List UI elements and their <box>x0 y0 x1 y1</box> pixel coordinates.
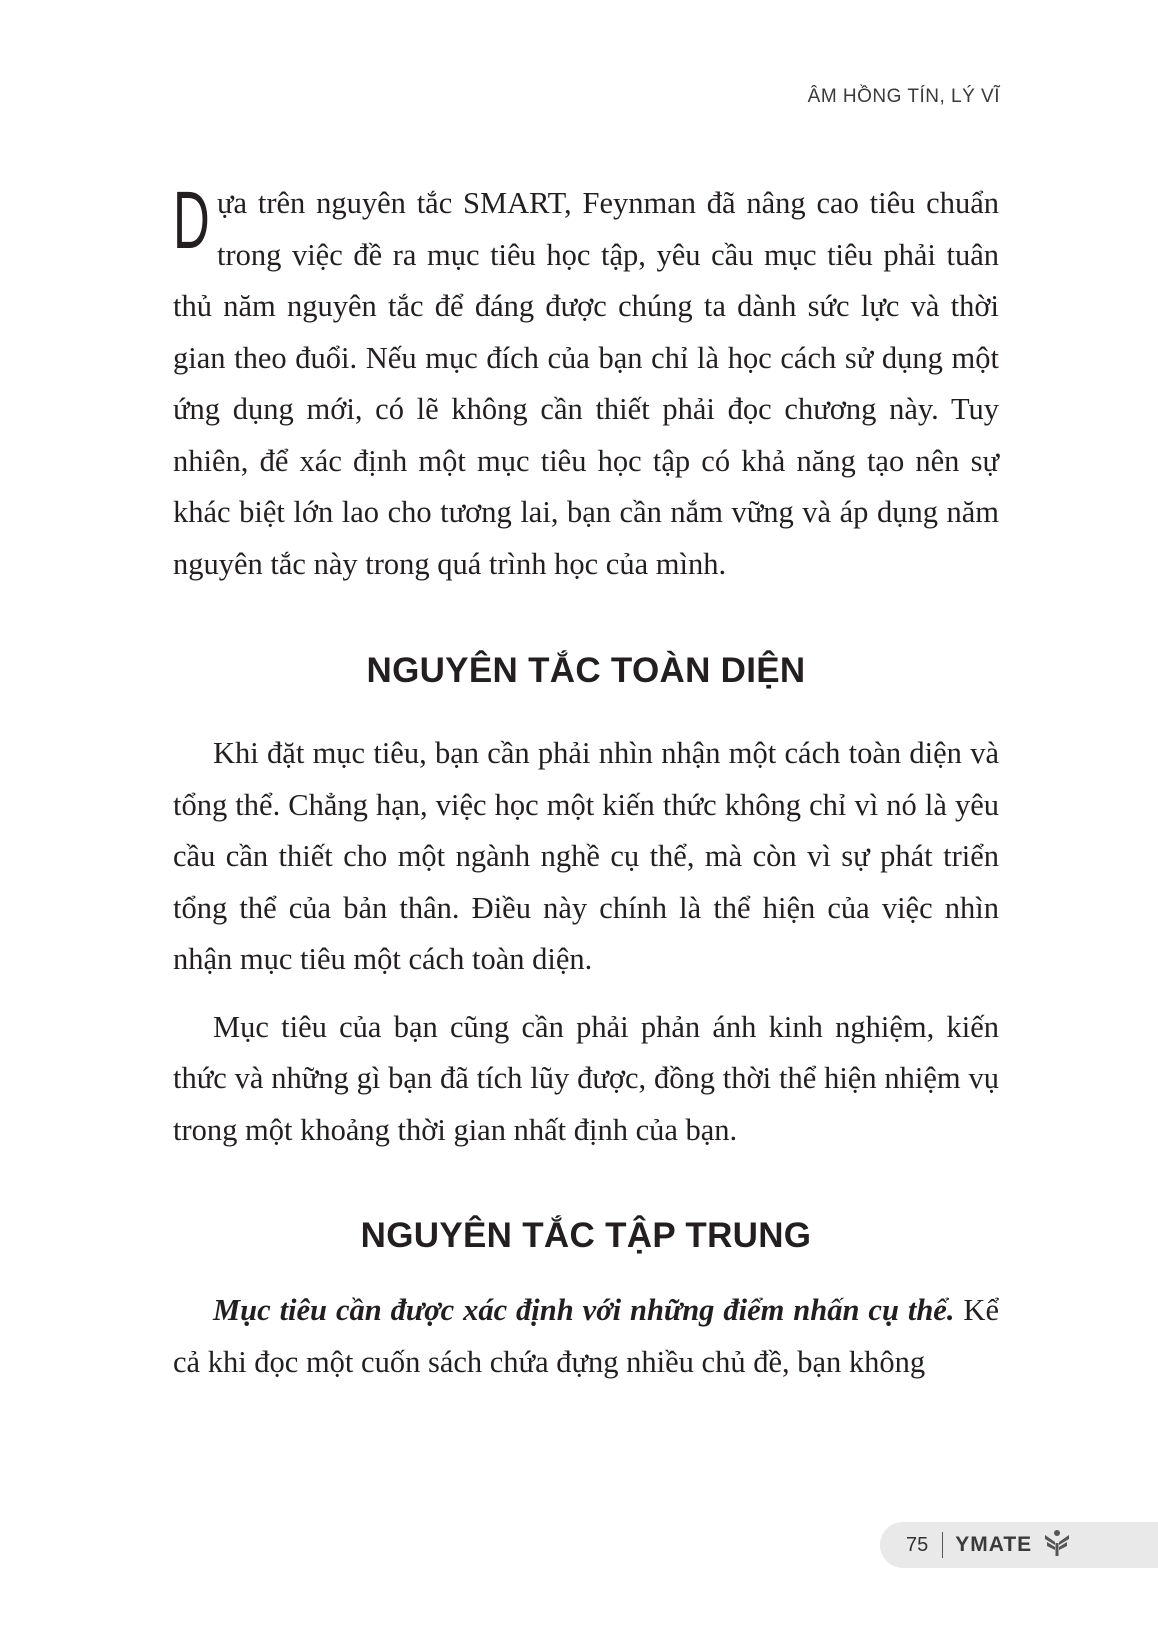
running-head: ÂM HỒNG TÍN, LÝ VĨ <box>807 86 1000 107</box>
footer <box>880 1522 1158 1568</box>
emphasis-text: Mục tiêu cần được xác định với những điểm nhấn cụ thể. <box>213 1293 955 1327</box>
publisher-logo-icon <box>1042 1529 1072 1562</box>
intro-paragraph <box>173 175 999 590</box>
section-heading-tap-trung: NGUYÊN TẮC TẬP TRUNG <box>360 1216 812 1255</box>
intro-text: ựa trên nguyên tắc SMART, Feynman đã nâng cao tiêu chuẩn trong việc đề ra mục tiêu học tập, yêu cầu mục tiêu phải tuân thủ năm nguyên tắc để đáng được chúng ta dành sức lực và thời gian theo đuổi. Nếu mục đích của bạn chỉ là học cách sử dụng một ứng dụng mới, có lẽ không cần thiết phải đọc chương này. Tuy nhiên, để xác định một mục tiêu học tập có khả năng tạo nên sự khác biệt lớn lao cho tương lai, bạn cần nắm vững và áp dụng năm nguyên tắc này trong quá trình học của mình. <box>173 186 999 581</box>
page-number: 75 <box>906 1533 929 1556</box>
section2-paragraph-1 <box>173 1285 999 1388</box>
section2-paragraph-text: Kể cả khi đọc một cuốn sách chứa đựng nhiều chủ đề, bạn không <box>173 1293 999 1379</box>
footer-divider <box>942 1532 943 1558</box>
section1-paragraph-1: Khi đặt mục tiêu, bạn cần phải nhìn nhận một cách toàn diện và tổng thể. Chẳng hạn, việc học một kiến thức không chỉ vì nó là yêu cầu cần thiết cho một ngành nghề cụ thể, mà còn vì sự phát triển tổng thể của bản thân. Điều này chính là thể hiện của việc nhìn nhận mục tiêu một cách toàn diện. <box>173 736 999 976</box>
publisher-brand: YMATE <box>955 1533 1033 1556</box>
section1-paragraph-2: Mục tiêu của bạn cũng cần phải phản ánh kinh nghiệm, kiến thức và những gì bạn đã tích lũy được, đồng thời thể hiện nhiệm vụ trong một khoảng thời gian nhất định của bạn. <box>173 1009 999 1147</box>
page-body <box>173 175 999 1388</box>
section-heading-toan-dien: NGUYÊN TẮC TOÀN DIỆN <box>366 651 806 690</box>
drop-cap: D <box>173 175 210 266</box>
